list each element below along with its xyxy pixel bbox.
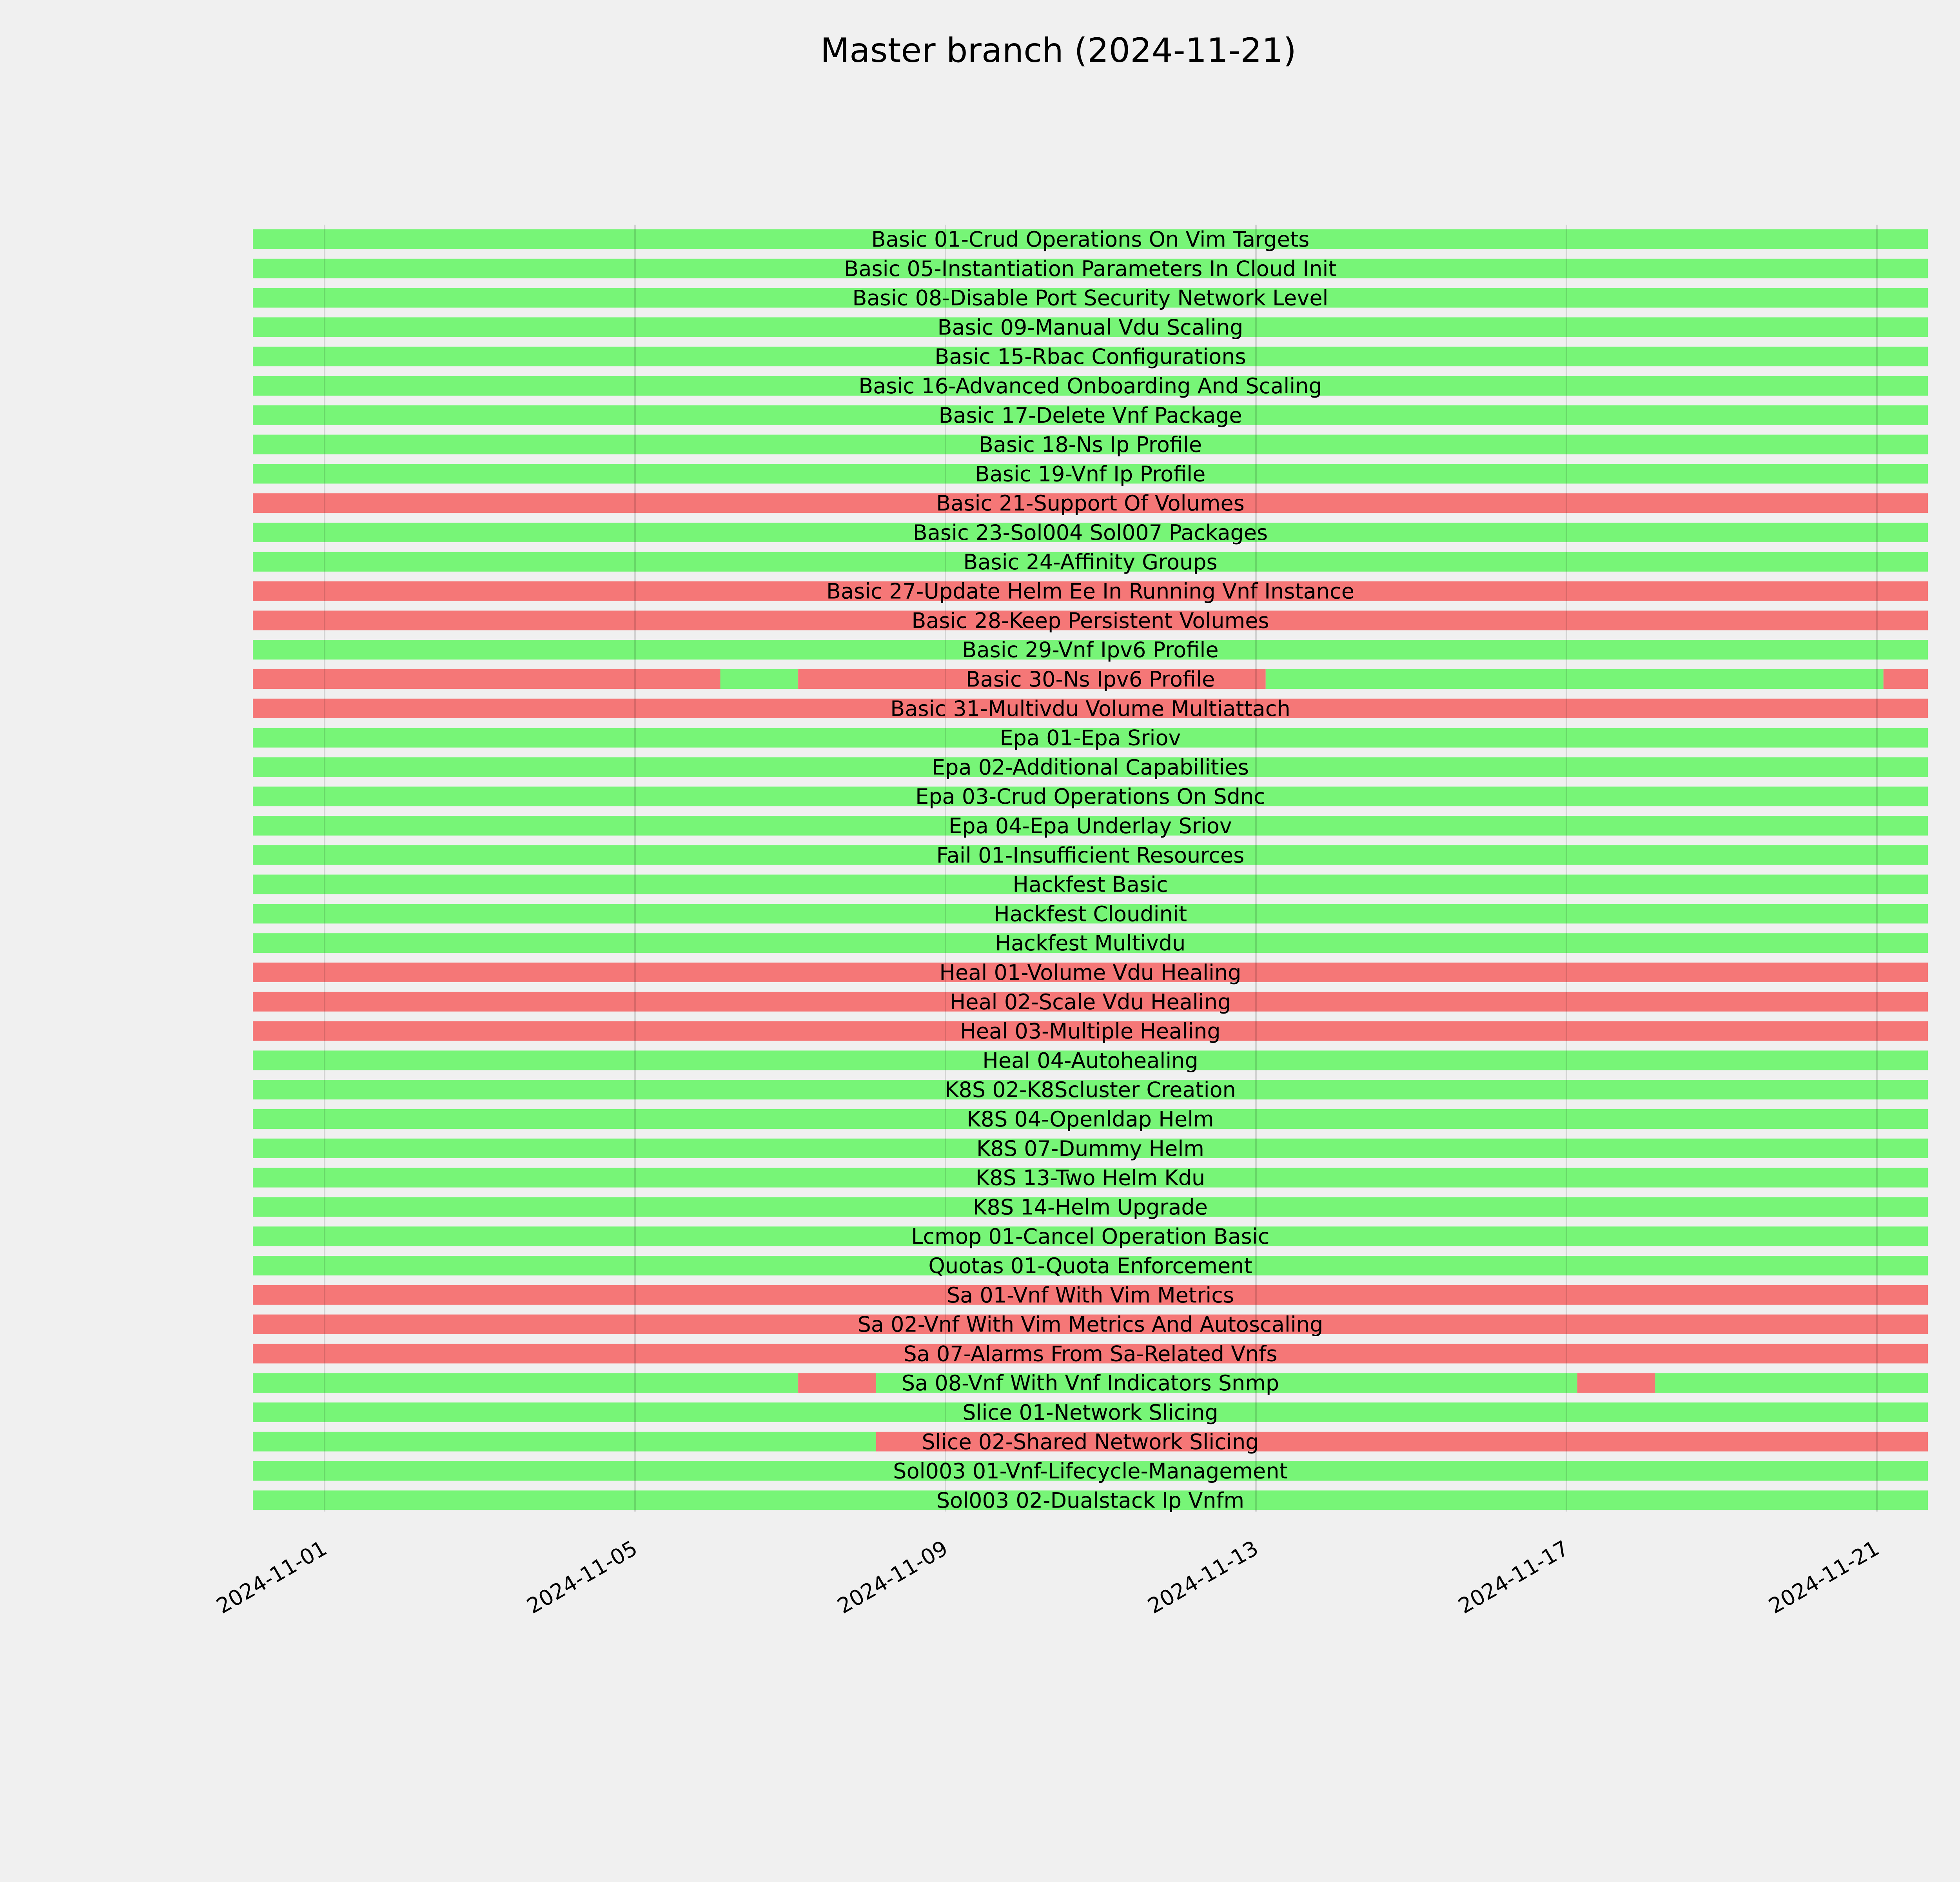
x-tick-label: 2024-11-17	[1454, 1535, 1573, 1619]
row-label: Heal 02-Scale Vdu Healing	[949, 989, 1231, 1014]
row-label: Basic 08-Disable Port Security Network Level	[852, 285, 1328, 311]
status-segment-pass	[1655, 1373, 1928, 1393]
x-tick-label: 2024-11-13	[1143, 1535, 1263, 1619]
row-label: Basic 09-Manual Vdu Scaling	[937, 315, 1243, 340]
row-label: Heal 01-Volume Vdu Healing	[939, 960, 1241, 985]
row-label: Fail 01-Insufficient Resources	[936, 843, 1245, 868]
row-label: Basic 05-Instantiation Parameters In Cloud Init	[844, 256, 1337, 281]
status-segment-pass	[253, 1373, 798, 1393]
row-label: Basic 28-Keep Persistent Volumes	[911, 608, 1269, 633]
row-label: K8S 13-Two Helm Kdu	[975, 1165, 1205, 1190]
x-tick-label: 2024-11-21	[1764, 1535, 1884, 1619]
row-label: Sol003 02-Dualstack Ip Vnfm	[936, 1488, 1245, 1513]
row-label: Slice 01-Network Slicing	[962, 1400, 1218, 1425]
row-label: Hackfest Cloudinit	[993, 901, 1187, 926]
chart-title: Master branch (2024-11-21)	[820, 31, 1297, 70]
row-label: Hackfest Multivdu	[995, 931, 1186, 956]
x-tick-label: 2024-11-01	[212, 1535, 331, 1619]
row-label: Epa 01-Epa Sriov	[1000, 725, 1181, 750]
row-label: Basic 21-Support Of Volumes	[936, 491, 1245, 516]
row-label: Basic 16-Advanced Onboarding And Scaling	[858, 374, 1322, 398]
x-tick-label: 2024-11-09	[833, 1535, 952, 1619]
row-label: Slice 02-Shared Network Slicing	[922, 1429, 1259, 1454]
row-label: Basic 30-Ns Ipv6 Profile	[965, 667, 1215, 692]
row-label: K8S 14-Helm Upgrade	[973, 1195, 1208, 1220]
row-label: Basic 24-Affinity Groups	[963, 549, 1218, 574]
row-label: Sa 07-Alarms From Sa-Related Vnfs	[903, 1341, 1278, 1366]
row-label: Sa 02-Vnf With Vim Metrics And Autoscaling	[857, 1312, 1323, 1337]
row-label: Heal 03-Multiple Healing	[960, 1019, 1221, 1044]
row-label: Hackfest Basic	[1013, 872, 1168, 897]
row-label: K8S 04-Openldap Helm	[967, 1107, 1214, 1132]
row-label: Basic 27-Update Helm Ee In Running Vnf Instance	[826, 579, 1354, 604]
row-label: Quotas 01-Quota Enforcement	[928, 1253, 1252, 1278]
status-segment-fail	[1577, 1373, 1655, 1393]
row-label: Basic 19-Vnf Ip Profile	[975, 461, 1206, 487]
row-label: Epa 04-Epa Underlay Sriov	[949, 814, 1232, 838]
row-label: Basic 18-Ns Ip Profile	[978, 432, 1202, 457]
status-segment-fail	[1884, 669, 1928, 689]
status-segment-fail	[253, 669, 720, 689]
status-segment-fail	[798, 1373, 876, 1393]
row-label: Lcmop 01-Cancel Operation Basic	[911, 1224, 1270, 1249]
row-label: K8S 07-Dummy Helm	[976, 1136, 1204, 1161]
row-label: Sa 01-Vnf With Vim Metrics	[946, 1283, 1234, 1308]
row-label: Basic 29-Vnf Ipv6 Profile	[962, 638, 1219, 663]
row-label: Basic 17-Delete Vnf Package	[938, 403, 1242, 428]
status-segment-pass	[253, 1432, 876, 1451]
row-label: Sol003 01-Vnf-Lifecycle-Management	[893, 1459, 1288, 1484]
status-segment-pass	[1266, 669, 1884, 689]
row-label: Epa 02-Additional Capabilities	[932, 755, 1249, 780]
row-label: Basic 23-Sol004 Sol007 Packages	[913, 520, 1268, 545]
row-label: Basic 01-Crud Operations On Vim Targets	[871, 227, 1310, 252]
status-segment-pass	[720, 669, 799, 689]
row-label: Epa 03-Crud Operations On Sdnc	[915, 784, 1265, 809]
x-axis	[212, 1536, 1883, 1619]
row-label: Basic 15-Rbac Configurations	[935, 344, 1246, 369]
x-tick-label: 2024-11-05	[523, 1535, 642, 1619]
row-label: Basic 31-Multivdu Volume Multiattach	[890, 696, 1290, 721]
row-label: Heal 04-Autohealing	[982, 1048, 1198, 1073]
row-label: K8S 02-K8Scluster Creation	[945, 1077, 1236, 1103]
row-label: Sa 08-Vnf With Vnf Indicators Snmp	[901, 1371, 1279, 1396]
